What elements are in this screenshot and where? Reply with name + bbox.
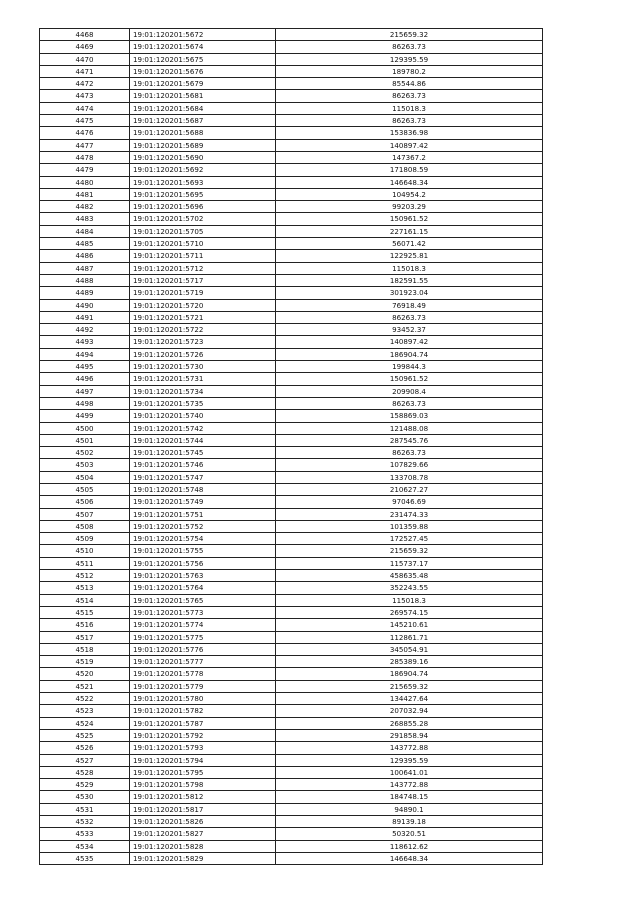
amount-cell: 115737.17 xyxy=(276,557,543,569)
table-row xyxy=(40,188,543,200)
table-row xyxy=(40,287,543,299)
table-row xyxy=(40,729,543,741)
amount-cell: 171808.59 xyxy=(276,164,543,176)
row-number-cell: 4514 xyxy=(40,594,130,606)
row-number-cell: 4488 xyxy=(40,274,130,286)
amount-cell: 115018.3 xyxy=(276,594,543,606)
row-number-cell: 4491 xyxy=(40,311,130,323)
cadastral-number-cell: 19:01:120201:5695 xyxy=(130,188,276,200)
amount-cell: 186904.74 xyxy=(276,348,543,360)
cadastral-number-cell: 19:01:120201:5826 xyxy=(130,816,276,828)
cadastral-number-cell: 19:01:120201:5755 xyxy=(130,545,276,557)
cadastral-number-cell: 19:01:120201:5745 xyxy=(130,447,276,459)
amount-cell: 158869.03 xyxy=(276,410,543,422)
amount-cell: 115018.3 xyxy=(276,262,543,274)
row-number-cell: 4473 xyxy=(40,90,130,102)
cadastral-number-cell: 19:01:120201:5774 xyxy=(130,619,276,631)
row-number-cell: 4524 xyxy=(40,717,130,729)
row-number-cell: 4487 xyxy=(40,262,130,274)
amount-cell: 86263.73 xyxy=(276,311,543,323)
row-number-cell: 4516 xyxy=(40,619,130,631)
row-number-cell: 4470 xyxy=(40,53,130,65)
cadastral-number-cell: 19:01:120201:5748 xyxy=(130,483,276,495)
cadastral-number-cell: 19:01:120201:5787 xyxy=(130,717,276,729)
table-row xyxy=(40,29,543,41)
table-row xyxy=(40,53,543,65)
table-row xyxy=(40,852,543,864)
cadastral-number-cell: 19:01:120201:5746 xyxy=(130,459,276,471)
table-row xyxy=(40,570,543,582)
amount-cell: 172527.45 xyxy=(276,533,543,545)
row-number-cell: 4481 xyxy=(40,188,130,200)
row-number-cell: 4519 xyxy=(40,656,130,668)
row-number-cell: 4517 xyxy=(40,631,130,643)
table-row xyxy=(40,754,543,766)
row-number-cell: 4513 xyxy=(40,582,130,594)
cadastral-number-cell: 19:01:120201:5679 xyxy=(130,78,276,90)
cadastral-number-cell: 19:01:120201:5730 xyxy=(130,361,276,373)
cadastral-number-cell: 19:01:120201:5692 xyxy=(130,164,276,176)
cadastral-number-cell: 19:01:120201:5775 xyxy=(130,631,276,643)
row-number-cell: 4484 xyxy=(40,225,130,237)
row-number-cell: 4504 xyxy=(40,471,130,483)
amount-cell: 104954.2 xyxy=(276,188,543,200)
amount-cell: 207032.94 xyxy=(276,705,543,717)
amount-cell: 150961.52 xyxy=(276,213,543,225)
cadastral-number-cell: 19:01:120201:5687 xyxy=(130,115,276,127)
row-number-cell: 4506 xyxy=(40,496,130,508)
row-number-cell: 4502 xyxy=(40,447,130,459)
row-number-cell: 4523 xyxy=(40,705,130,717)
cadastral-number-cell: 19:01:120201:5684 xyxy=(130,102,276,114)
row-number-cell: 4505 xyxy=(40,483,130,495)
cadastral-number-cell: 19:01:120201:5742 xyxy=(130,422,276,434)
row-number-cell: 4533 xyxy=(40,828,130,840)
amount-cell: 86263.73 xyxy=(276,397,543,409)
row-number-cell: 4478 xyxy=(40,151,130,163)
cadastral-number-cell: 19:01:120201:5723 xyxy=(130,336,276,348)
table-row xyxy=(40,115,543,127)
cadastral-number-cell: 19:01:120201:5676 xyxy=(130,65,276,77)
amount-cell: 86263.73 xyxy=(276,90,543,102)
table-row xyxy=(40,41,543,53)
table-row xyxy=(40,459,543,471)
cadastral-number-cell: 19:01:120201:5794 xyxy=(130,754,276,766)
row-number-cell: 4471 xyxy=(40,65,130,77)
amount-cell: 231474.33 xyxy=(276,508,543,520)
amount-cell: 143772.88 xyxy=(276,779,543,791)
amount-cell: 101359.88 xyxy=(276,520,543,532)
amount-cell: 50320.51 xyxy=(276,828,543,840)
cadastral-number-cell: 19:01:120201:5828 xyxy=(130,840,276,852)
table-row xyxy=(40,213,543,225)
amount-cell: 140897.42 xyxy=(276,336,543,348)
row-number-cell: 4477 xyxy=(40,139,130,151)
cadastral-number-cell: 19:01:120201:5793 xyxy=(130,742,276,754)
table-row xyxy=(40,90,543,102)
amount-cell: 268855.28 xyxy=(276,717,543,729)
row-number-cell: 4507 xyxy=(40,508,130,520)
table-row xyxy=(40,336,543,348)
amount-cell: 189780.2 xyxy=(276,65,543,77)
cadastral-number-cell: 19:01:120201:5735 xyxy=(130,397,276,409)
amount-cell: 227161.15 xyxy=(276,225,543,237)
table-row xyxy=(40,582,543,594)
table-row xyxy=(40,102,543,114)
table-row xyxy=(40,742,543,754)
amount-cell: 285389.16 xyxy=(276,656,543,668)
table-row xyxy=(40,557,543,569)
amount-cell: 112861.71 xyxy=(276,631,543,643)
cadastral-number-cell: 19:01:120201:5764 xyxy=(130,582,276,594)
cadastral-number-cell: 19:01:120201:5773 xyxy=(130,606,276,618)
cadastral-number-cell: 19:01:120201:5747 xyxy=(130,471,276,483)
amount-cell: 209908.4 xyxy=(276,385,543,397)
table-row xyxy=(40,791,543,803)
amount-cell: 133708.78 xyxy=(276,471,543,483)
row-number-cell: 4482 xyxy=(40,201,130,213)
row-number-cell: 4531 xyxy=(40,803,130,815)
table-row xyxy=(40,717,543,729)
row-number-cell: 4469 xyxy=(40,41,130,53)
row-number-cell: 4512 xyxy=(40,570,130,582)
amount-cell: 100641.01 xyxy=(276,766,543,778)
amount-cell: 186904.74 xyxy=(276,668,543,680)
table-row xyxy=(40,201,543,213)
table-row xyxy=(40,828,543,840)
cadastral-number-cell: 19:01:120201:5710 xyxy=(130,238,276,250)
amount-cell: 184748.15 xyxy=(276,791,543,803)
row-number-cell: 4494 xyxy=(40,348,130,360)
amount-cell: 94890.1 xyxy=(276,803,543,815)
cadastral-number-cell: 19:01:120201:5817 xyxy=(130,803,276,815)
cadastral-number-cell: 19:01:120201:5702 xyxy=(130,213,276,225)
table-row xyxy=(40,656,543,668)
amount-cell: 76918.49 xyxy=(276,299,543,311)
table-row xyxy=(40,361,543,373)
cadastral-number-cell: 19:01:120201:5756 xyxy=(130,557,276,569)
table-row xyxy=(40,508,543,520)
amount-cell: 134427.64 xyxy=(276,693,543,705)
cadastral-number-cell: 19:01:120201:5752 xyxy=(130,520,276,532)
table-row xyxy=(40,520,543,532)
table-row xyxy=(40,385,543,397)
row-number-cell: 4480 xyxy=(40,176,130,188)
cadastral-number-cell: 19:01:120201:5754 xyxy=(130,533,276,545)
table-row xyxy=(40,483,543,495)
cadastral-number-cell: 19:01:120201:5792 xyxy=(130,729,276,741)
row-number-cell: 4520 xyxy=(40,668,130,680)
table-row xyxy=(40,274,543,286)
row-number-cell: 4474 xyxy=(40,102,130,114)
cadastral-number-cell: 19:01:120201:5712 xyxy=(130,262,276,274)
table-row xyxy=(40,434,543,446)
row-number-cell: 4476 xyxy=(40,127,130,139)
table-row xyxy=(40,373,543,385)
table-row xyxy=(40,397,543,409)
table-row xyxy=(40,262,543,274)
amount-cell: 145210.61 xyxy=(276,619,543,631)
table-row xyxy=(40,127,543,139)
cadastral-number-cell: 19:01:120201:5777 xyxy=(130,656,276,668)
amount-cell: 99203.29 xyxy=(276,201,543,213)
cadastral-number-cell: 19:01:120201:5827 xyxy=(130,828,276,840)
amount-cell: 153836.98 xyxy=(276,127,543,139)
cadastral-number-cell: 19:01:120201:5763 xyxy=(130,570,276,582)
table-row xyxy=(40,779,543,791)
table-row xyxy=(40,803,543,815)
table-row xyxy=(40,250,543,262)
cadastral-number-cell: 19:01:120201:5672 xyxy=(130,29,276,41)
table-row xyxy=(40,631,543,643)
amount-cell: 215659.32 xyxy=(276,545,543,557)
amount-cell: 121488.08 xyxy=(276,422,543,434)
cadastral-number-cell: 19:01:120201:5780 xyxy=(130,693,276,705)
amount-cell: 215659.32 xyxy=(276,680,543,692)
table-row xyxy=(40,410,543,422)
table-row xyxy=(40,348,543,360)
row-number-cell: 4522 xyxy=(40,693,130,705)
cadastral-number-cell: 19:01:120201:5731 xyxy=(130,373,276,385)
amount-cell: 122925.81 xyxy=(276,250,543,262)
table-row xyxy=(40,299,543,311)
row-number-cell: 4528 xyxy=(40,766,130,778)
amount-cell: 115018.3 xyxy=(276,102,543,114)
cadastral-number-cell: 19:01:120201:5696 xyxy=(130,201,276,213)
data-table xyxy=(39,28,543,865)
amount-cell: 86263.73 xyxy=(276,447,543,459)
table-row xyxy=(40,668,543,680)
row-number-cell: 4496 xyxy=(40,373,130,385)
row-number-cell: 4511 xyxy=(40,557,130,569)
cadastral-number-cell: 19:01:120201:5734 xyxy=(130,385,276,397)
amount-cell: 86263.73 xyxy=(276,115,543,127)
amount-cell: 56071.42 xyxy=(276,238,543,250)
table-row xyxy=(40,606,543,618)
row-number-cell: 4475 xyxy=(40,115,130,127)
row-number-cell: 4493 xyxy=(40,336,130,348)
amount-cell: 118612.62 xyxy=(276,840,543,852)
cadastral-number-cell: 19:01:120201:5705 xyxy=(130,225,276,237)
table-row xyxy=(40,471,543,483)
row-number-cell: 4501 xyxy=(40,434,130,446)
row-number-cell: 4508 xyxy=(40,520,130,532)
row-number-cell: 4534 xyxy=(40,840,130,852)
amount-cell: 291858.94 xyxy=(276,729,543,741)
amount-cell: 352243.55 xyxy=(276,582,543,594)
cadastral-number-cell: 19:01:120201:5795 xyxy=(130,766,276,778)
table-row xyxy=(40,164,543,176)
amount-cell: 93452.37 xyxy=(276,324,543,336)
row-number-cell: 4526 xyxy=(40,742,130,754)
table-row xyxy=(40,533,543,545)
cadastral-number-cell: 19:01:120201:5720 xyxy=(130,299,276,311)
table-row xyxy=(40,65,543,77)
cadastral-number-cell: 19:01:120201:5782 xyxy=(130,705,276,717)
cadastral-number-cell: 19:01:120201:5693 xyxy=(130,176,276,188)
amount-cell: 210627.27 xyxy=(276,483,543,495)
cadastral-number-cell: 19:01:120201:5812 xyxy=(130,791,276,803)
cadastral-number-cell: 19:01:120201:5711 xyxy=(130,250,276,262)
amount-cell: 143772.88 xyxy=(276,742,543,754)
table-row xyxy=(40,643,543,655)
cadastral-number-cell: 19:01:120201:5798 xyxy=(130,779,276,791)
amount-cell: 89139.18 xyxy=(276,816,543,828)
cadastral-number-cell: 19:01:120201:5717 xyxy=(130,274,276,286)
table-row xyxy=(40,422,543,434)
amount-cell: 146648.34 xyxy=(276,852,543,864)
cadastral-number-cell: 19:01:120201:5674 xyxy=(130,41,276,53)
table-row xyxy=(40,816,543,828)
table-row xyxy=(40,447,543,459)
amount-cell: 150961.52 xyxy=(276,373,543,385)
cadastral-number-cell: 19:01:120201:5779 xyxy=(130,680,276,692)
cadastral-number-cell: 19:01:120201:5722 xyxy=(130,324,276,336)
table-row xyxy=(40,238,543,250)
amount-cell: 86263.73 xyxy=(276,41,543,53)
table-row xyxy=(40,176,543,188)
row-number-cell: 4485 xyxy=(40,238,130,250)
cadastral-number-cell: 19:01:120201:5689 xyxy=(130,139,276,151)
amount-cell: 269574.15 xyxy=(276,606,543,618)
cadastral-number-cell: 19:01:120201:5675 xyxy=(130,53,276,65)
amount-cell: 140897.42 xyxy=(276,139,543,151)
cadastral-number-cell: 19:01:120201:5726 xyxy=(130,348,276,360)
cadastral-number-cell: 19:01:120201:5744 xyxy=(130,434,276,446)
cadastral-number-cell: 19:01:120201:5740 xyxy=(130,410,276,422)
cadastral-number-cell: 19:01:120201:5778 xyxy=(130,668,276,680)
table-row xyxy=(40,693,543,705)
row-number-cell: 4497 xyxy=(40,385,130,397)
row-number-cell: 4515 xyxy=(40,606,130,618)
amount-cell: 287545.76 xyxy=(276,434,543,446)
cadastral-number-cell: 19:01:120201:5749 xyxy=(130,496,276,508)
table-row xyxy=(40,545,543,557)
cadastral-number-cell: 19:01:120201:5719 xyxy=(130,287,276,299)
row-number-cell: 4489 xyxy=(40,287,130,299)
cadastral-number-cell: 19:01:120201:5751 xyxy=(130,508,276,520)
row-number-cell: 4510 xyxy=(40,545,130,557)
table-row xyxy=(40,225,543,237)
cadastral-number-cell: 19:01:120201:5690 xyxy=(130,151,276,163)
cadastral-number-cell: 19:01:120201:5765 xyxy=(130,594,276,606)
amount-cell: 146648.34 xyxy=(276,176,543,188)
table-row xyxy=(40,78,543,90)
amount-cell: 107829.66 xyxy=(276,459,543,471)
row-number-cell: 4509 xyxy=(40,533,130,545)
cadastral-number-cell: 19:01:120201:5776 xyxy=(130,643,276,655)
row-number-cell: 4495 xyxy=(40,361,130,373)
cadastral-number-cell: 19:01:120201:5829 xyxy=(130,852,276,864)
cadastral-number-cell: 19:01:120201:5681 xyxy=(130,90,276,102)
row-number-cell: 4486 xyxy=(40,250,130,262)
table-row xyxy=(40,151,543,163)
amount-cell: 345054.91 xyxy=(276,643,543,655)
row-number-cell: 4521 xyxy=(40,680,130,692)
cadastral-number-cell: 19:01:120201:5721 xyxy=(130,311,276,323)
row-number-cell: 4472 xyxy=(40,78,130,90)
row-number-cell: 4499 xyxy=(40,410,130,422)
amount-cell: 182591.55 xyxy=(276,274,543,286)
row-number-cell: 4527 xyxy=(40,754,130,766)
amount-cell: 199844.3 xyxy=(276,361,543,373)
row-number-cell: 4483 xyxy=(40,213,130,225)
row-number-cell: 4500 xyxy=(40,422,130,434)
row-number-cell: 4525 xyxy=(40,729,130,741)
table-body xyxy=(40,29,543,865)
amount-cell: 458635.48 xyxy=(276,570,543,582)
row-number-cell: 4492 xyxy=(40,324,130,336)
table-row xyxy=(40,139,543,151)
cadastral-number-cell: 19:01:120201:5688 xyxy=(130,127,276,139)
amount-cell: 215659.32 xyxy=(276,29,543,41)
row-number-cell: 4468 xyxy=(40,29,130,41)
table-row xyxy=(40,840,543,852)
row-number-cell: 4518 xyxy=(40,643,130,655)
amount-cell: 147367.2 xyxy=(276,151,543,163)
row-number-cell: 4529 xyxy=(40,779,130,791)
amount-cell: 85544.86 xyxy=(276,78,543,90)
amount-cell: 129395.59 xyxy=(276,53,543,65)
row-number-cell: 4479 xyxy=(40,164,130,176)
row-number-cell: 4530 xyxy=(40,791,130,803)
amount-cell: 301923.04 xyxy=(276,287,543,299)
row-number-cell: 4490 xyxy=(40,299,130,311)
amount-cell: 97046.69 xyxy=(276,496,543,508)
table-row xyxy=(40,324,543,336)
amount-cell: 129395.59 xyxy=(276,754,543,766)
table-row xyxy=(40,496,543,508)
table-row xyxy=(40,766,543,778)
table-row xyxy=(40,619,543,631)
table-row xyxy=(40,705,543,717)
table-row xyxy=(40,594,543,606)
row-number-cell: 4503 xyxy=(40,459,130,471)
table-row xyxy=(40,680,543,692)
row-number-cell: 4535 xyxy=(40,852,130,864)
table-row xyxy=(40,311,543,323)
row-number-cell: 4498 xyxy=(40,397,130,409)
row-number-cell: 4532 xyxy=(40,816,130,828)
